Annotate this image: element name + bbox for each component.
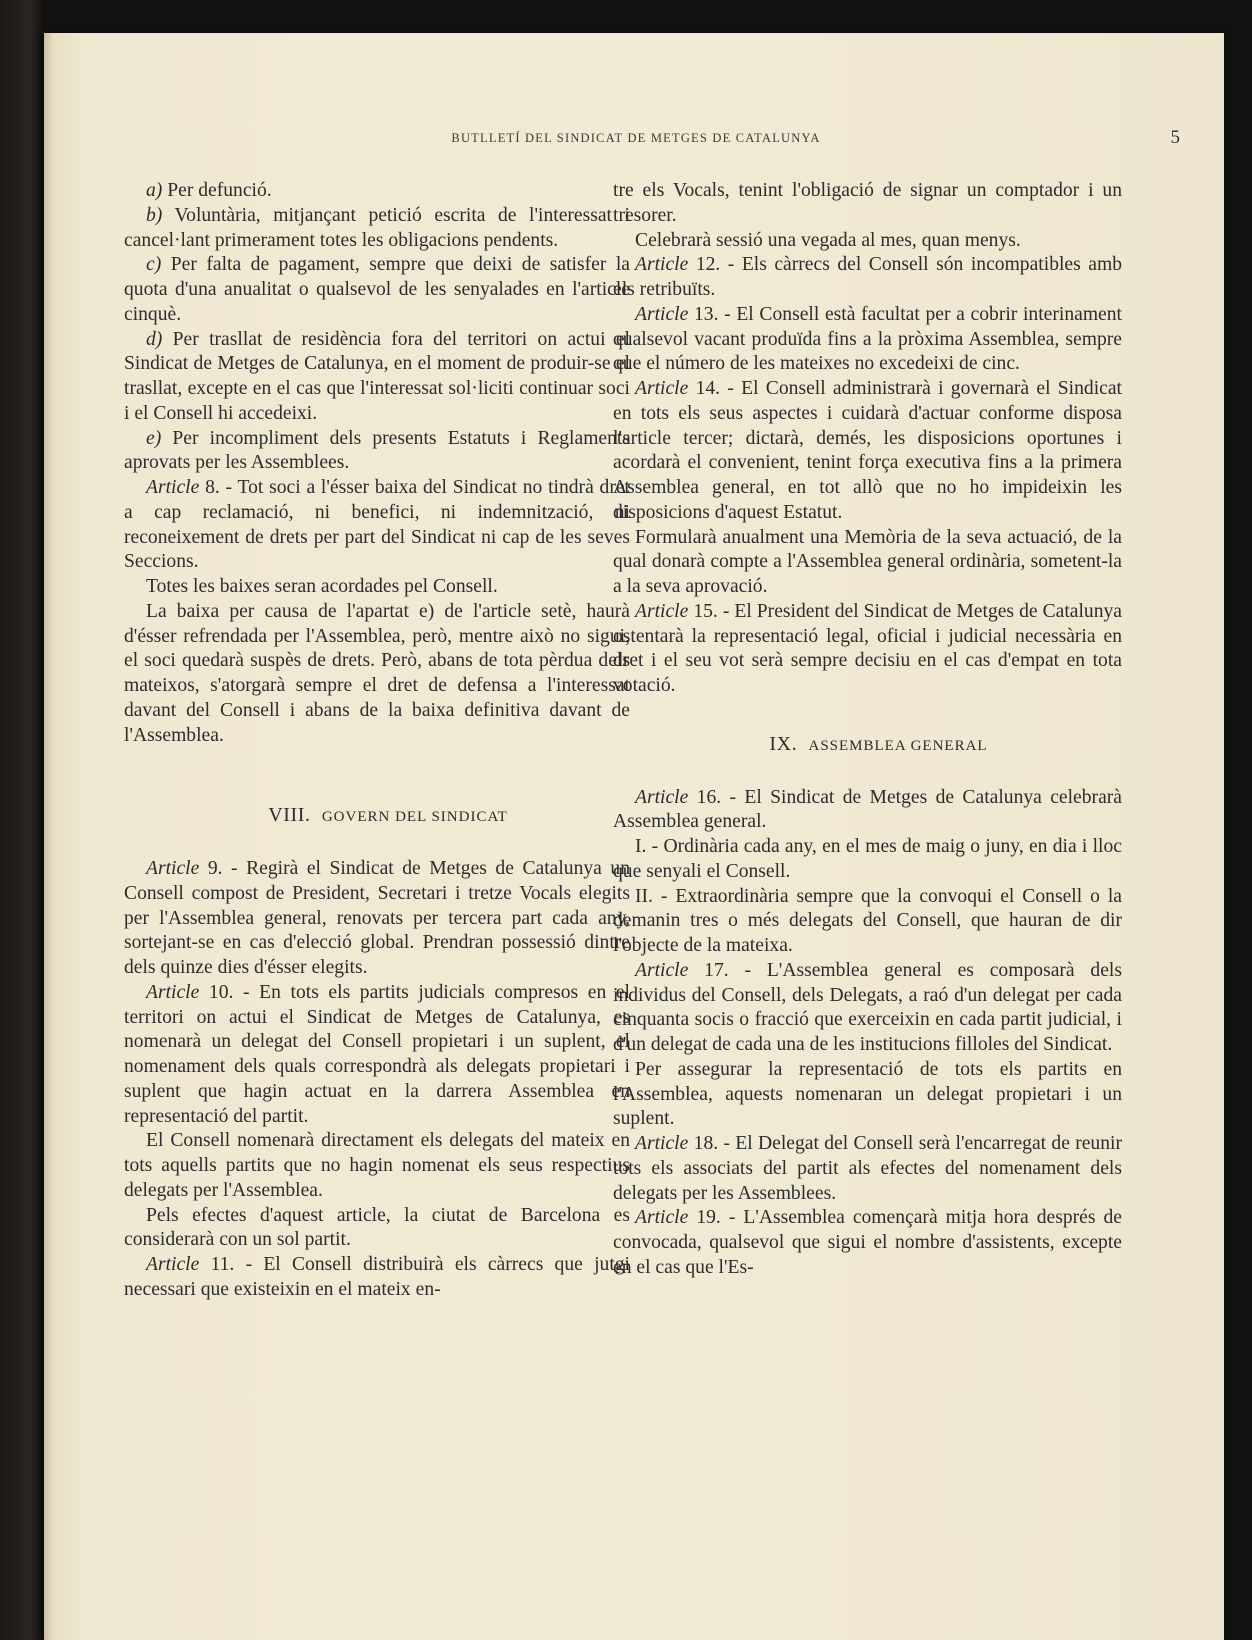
paragraph: El Consell nomenarà directament els delegats del mateix en tots aquells partits que no hagin nomenat els seus respectius delegats per l'Assemblea. bbox=[124, 1130, 630, 1201]
paragraph-item-a bbox=[124, 179, 630, 204]
paragraph-item-b bbox=[124, 204, 630, 254]
item-label: c) bbox=[146, 254, 162, 276]
paragraph: II. - Extraordinària sempre que la convoqui el Consell o la demanin tres o més delegats del Consell, que hauran de dir l'objecte de la mateixa. bbox=[613, 885, 1122, 956]
paragraph-text: 16. - El Sindicat de Metges de Catalunya celebrarà Assemblea general. bbox=[613, 786, 1122, 833]
paragraph-text: 15. - El President del Sindicat de Metges de Catalunya ostentarà la representació legal, oficial i judicial necessària en dret i el seu vot serà sempre decisiu en el cas d'empat en tota votació. bbox=[613, 600, 1122, 696]
paragraph-text: 14. - El Consell administrarà i governarà el Sindicat en tots els seus aspectes i cuidarà d'actuar conforme disposa l'article tercer; dictarà, demés, les disposicions oportunes i acordarà el convenient, tenint força executiva fins a la primera Assemblea general, en tot allò que no ho impideixin les disposicions d'aquest Estatut. bbox=[613, 378, 1122, 523]
paragraph-text: Per falta de pagament, sempre que deixi de satisfer la quota d'una anualitat o qualsevol de les senyalades en l'article cinquè. bbox=[124, 254, 630, 325]
paragraph-continuation: tre els Vocals, tenint l'obligació de signar un comptador i un tresorer. bbox=[613, 180, 1122, 226]
article-label: Article bbox=[635, 303, 689, 325]
page-number: 5 bbox=[1170, 127, 1180, 148]
page-gutter-shadow bbox=[44, 33, 54, 1640]
paragraph-text: Per trasllat de residència fora del territori on actui el Sindicat de Metges de Catalunya, en el moment de produir-se el trasllat, excepte en el cas que l'interessat sol·liciti continuar soci i el Consell hi accedeixi. bbox=[124, 328, 630, 424]
item-label: b) bbox=[146, 204, 163, 226]
item-label: e) bbox=[146, 427, 162, 449]
paragraph-article-13 bbox=[613, 303, 1122, 377]
paragraph-article-15 bbox=[613, 600, 1122, 699]
paragraph-article-14 bbox=[613, 377, 1122, 526]
running-title: BUTLLETÍ DEL SINDICAT DE METGES DE CATALUNYA bbox=[451, 131, 821, 145]
running-header bbox=[144, 127, 1192, 153]
article-label: Article bbox=[635, 600, 689, 622]
paragraph-item-c bbox=[124, 253, 630, 327]
article-label: Article bbox=[635, 959, 689, 981]
article-label: Article bbox=[635, 786, 689, 808]
paragraph-item-e bbox=[124, 427, 630, 477]
paragraph-text: Voluntària, mitjançant petició escrita de l'interessat i cancel·lant primerament totes les obligacions pendents. bbox=[124, 204, 630, 251]
paragraph: La baixa per causa de l'apartat e) de l'article setè, haurà d'ésser refrendada per l'Assemblea, però, mentre això no sigui, el soci quedarà suspès de drets. Però, abans de tota pèrdua dels mateixos, s'atorgarà sempre el dret de defensa a l'interessat davant del Consell i abans de la baixa definitiva davant de l'Assemblea. bbox=[124, 600, 630, 746]
paragraph: I. - Ordinària cada any, en el mes de maig o juny, en dia i lloc que senyali el Consell. bbox=[613, 836, 1122, 882]
section-heading-ix bbox=[613, 732, 1122, 759]
paragraph-article-11 bbox=[124, 1253, 630, 1303]
paragraph-text: 10. - En tots els partits judicials compresos en el territori on actui el Sindicat de Metges de Catalunya, es nomenarà un delegat del Consell propietari i un suplent, el nomenament dels quals correspondrà als delegats propietari i suplent que hagin actuat en la darrera Assemblea en representació del partit. bbox=[124, 981, 630, 1127]
paragraph: Totes les baixes seran acordades pel Consell. bbox=[146, 576, 498, 597]
paragraph: Per assegurar la representació de tots els partits en l'Assemblea, aquests nomenaran un delegat propietari i un suplent. bbox=[613, 1058, 1122, 1130]
paragraph: Celebrarà sessió una vegada al mes, quan menys. bbox=[635, 229, 1021, 251]
section-heading-viii bbox=[124, 803, 630, 830]
paragraph: Formularà anualment una Memòria de la seva actuació, de la qual donarà compte a l'Assemblea general ordinària, sometent-la a la seva aprovació. bbox=[613, 526, 1122, 597]
article-label: Article bbox=[635, 378, 689, 399]
paragraph-article-19 bbox=[613, 1206, 1122, 1280]
paragraph-text: 18. - El Delegat del Consell serà l'encarregat de reunir tots els associats del partit als efectes del nomenament dels delegats per les Assemblees. bbox=[613, 1133, 1122, 1204]
article-label: Article bbox=[146, 1254, 200, 1275]
article-label: Article bbox=[146, 858, 200, 879]
paragraph-text: 13. - El Consell està facultat per a cobrir interinament qualsevol vacant produïda fins a la pròxima Assemblea, sempre que el número de les mateixes no excedeixi de cinc. bbox=[613, 303, 1122, 375]
article-label: Article bbox=[635, 1133, 689, 1154]
paragraph-text: 8. - Tot soci a l'ésser baixa del Sindicat no tindrà dret a cap reclamació, ni benefici, ni indemnització, ni reconeixement de drets per part del Sindicat ni cap de les seves Seccions. bbox=[124, 477, 630, 573]
section-title: ASSEMBLEA GENERAL bbox=[808, 737, 988, 754]
paragraph-article-12 bbox=[613, 253, 1122, 303]
paragraph-article-10 bbox=[124, 981, 630, 1130]
section-numeral: VIII. bbox=[268, 804, 311, 827]
paragraph-text: 11. - El Consell distribuirà els càrrecs que jutgi necessari que existeixin en el mateix en- bbox=[124, 1254, 630, 1300]
paragraph-text: 12. - Els càrrecs del Consell són incompatibles amb els retribuïts. bbox=[613, 254, 1122, 300]
paragraph: Pels efectes d'aquest article, la ciutat de Barcelona es considerarà con un sol partit. bbox=[124, 1204, 630, 1251]
article-label: Article bbox=[146, 981, 200, 1003]
paragraph-article-16 bbox=[613, 786, 1122, 836]
paragraph-text: 19. - L'Assemblea començarà mitja hora després de convocada, qualsevol que sigui el nombre d'assistents, excepte en el cas que l'Es- bbox=[613, 1207, 1122, 1278]
paragraph-text: Per defunció. bbox=[162, 180, 272, 201]
left-column bbox=[124, 179, 630, 1303]
paragraph-article-18 bbox=[613, 1132, 1122, 1206]
article-label: Article bbox=[635, 1207, 689, 1229]
paragraph-article-8 bbox=[124, 476, 630, 575]
paragraph-text: 17. - L'Assemblea general es composarà dels individus del Consell, dels Delegats, a raó d'un delegat per cada cinquanta socis o fracció que exerceixin en cada partit judicial, i d'un delegat de cada una de les institucions filloles del Sindicat. bbox=[613, 959, 1122, 1055]
section-numeral: IX. bbox=[769, 732, 798, 755]
right-column bbox=[613, 179, 1122, 1281]
section-title: GOVERN DEL SINDICAT bbox=[321, 809, 508, 826]
article-label: Article bbox=[635, 254, 689, 276]
article-label: Article bbox=[146, 477, 200, 498]
paragraph-text: 9. - Regirà el Sindicat de Metges de Catalunya un Consell compost de President, Secretari i tretze Vocals elegits per l'Assemblea general, renovats per tercera part cada any, sortejant-se en cas d'elecció global. Prendran possessió dintre dels quinze dies d'ésser elegits. bbox=[124, 858, 630, 978]
paragraph-item-d bbox=[124, 328, 630, 427]
document-page bbox=[44, 33, 1224, 1640]
paragraph-text: Per incompliment dels presents Estatuts i Reglaments aprovats per les Assemblees. bbox=[124, 427, 630, 474]
paragraph-article-17 bbox=[613, 959, 1122, 1058]
paragraph-article-9 bbox=[124, 857, 630, 981]
item-label: a) bbox=[146, 180, 163, 201]
item-label: d) bbox=[146, 328, 163, 350]
